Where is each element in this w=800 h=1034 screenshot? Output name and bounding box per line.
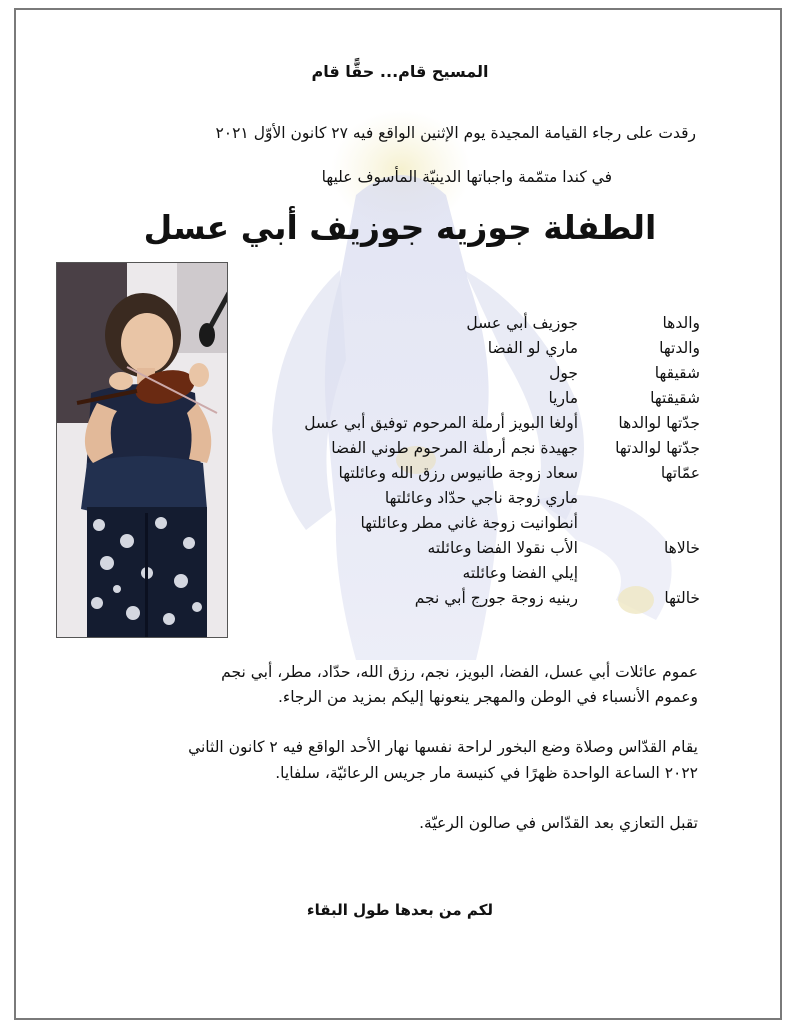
relative-value: جول	[549, 364, 578, 382]
mass-line-1: يقام القدّاس وصلاة وضع البخور لراحة نفسها نهار الأحد الواقع فيه ٢ كانون الثاني	[188, 738, 698, 756]
relative-label: شقيقتها	[650, 389, 700, 407]
intro-line-2: في كندا متمّمة واجباتها الدينيّة المأسوف عليها	[321, 168, 612, 186]
violin-girl-image	[57, 263, 228, 638]
relative-label: والدها	[662, 314, 700, 332]
relative-label: والدتها	[659, 339, 700, 357]
relative-value: إيلي الفضا وعائلته	[462, 564, 578, 582]
relative-value: جهيدة نجم أرملة المرحوم طوني الفضا	[331, 439, 578, 457]
families-line-2: وعموم الأنسباء في الوطن والمهجر ينعونها إليكم بمزيد من الرجاء.	[277, 688, 698, 706]
relative-label: خالتها	[664, 589, 700, 607]
relative-label: جدّتها لوالدها	[618, 414, 700, 432]
relative-value: أنطوانيت زوجة غاني مطر وعائلتها	[360, 514, 578, 532]
relative-label: خالاها	[663, 539, 700, 557]
relative-value: ماري زوجة ناجي حدّاد وعائلتها	[384, 489, 578, 507]
intro-line-1: رقدت على رجاء القيامة المجيدة يوم الإثنين الواقع فيه ٢٧ كانون الأوّل ٢٠٢١	[215, 124, 696, 142]
relative-label: شقيقها	[654, 364, 700, 382]
obituary-page	[14, 8, 782, 1020]
relative-value: رينيه زوجة جورج أبي نجم	[414, 589, 578, 607]
header-title: المسيح قام... حقًّا قام	[311, 62, 489, 81]
closing-text: لكم من بعدها طول البقاء	[306, 901, 494, 919]
deceased-photo	[56, 262, 228, 638]
relative-value: سعاد زوجة طانيوس رزق الله وعائلتها	[338, 464, 578, 482]
relative-value: الأب نقولا الفضا وعائلته	[427, 539, 578, 557]
condolences-text: تقبل التعازي بعد القدّاس في صالون الرعيّة.	[419, 814, 698, 832]
relative-value: ماريا	[548, 389, 578, 407]
relative-value: ماري لو الفضا	[487, 339, 578, 357]
relative-label: جدّتها لوالدتها	[615, 439, 700, 457]
relative-value: أولغا البويز أرملة المرحوم توفيق أبي عسل	[304, 414, 578, 432]
relative-value: جوزيف أبي عسل	[466, 314, 578, 332]
relative-label: عمّاتها	[660, 464, 700, 482]
families-line-1: عموم عائلات أبي عسل، الفضا، البويز، نجم، رزق الله، حدّاد، مطر، أبي نجم	[221, 663, 698, 681]
watermark-figure-image	[236, 100, 696, 700]
deceased-name: الطفلة جوزيه جوزيف أبي عسل	[143, 208, 657, 247]
mass-line-2: ٢٠٢٢ الساعة الواحدة ظهرًا في كنيسة مار جريس الرعائيّة، سلفايا.	[275, 764, 698, 782]
